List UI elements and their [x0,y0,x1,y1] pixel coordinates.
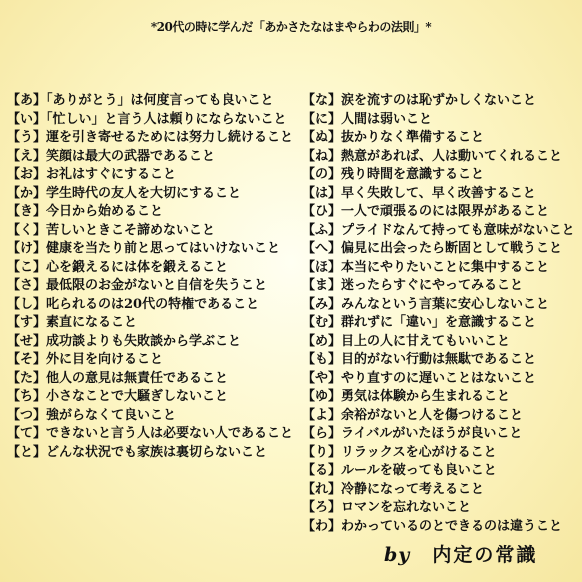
rule-item: 【め】目上の人に甘えてもいいこと [302,333,511,349]
signature [384,540,537,567]
rule-item: 【ひ】一人で頑張るのには限界があること [302,204,550,219]
rule-item: 【の】残り時間を意識すること [302,167,485,182]
rule-item: 【そ】外に目を向けること [7,352,164,367]
rule-item: 【や】やり直すのに遅いことはないこと [302,370,537,386]
rule-item: 【ゆ】勇気は体験から生まれること [302,389,511,404]
rule-item: 【あ】「ありがとう」は何度言っても良いこと [7,93,274,108]
rule-item: 【む】群れずに「違い」を意識すること [302,315,537,330]
signature-name: 内定の常識 [432,544,538,566]
rule-item: 【な】涙を流すのは恥ずかしくないこと [302,93,537,108]
rule-item: 【は】早く失敗して、早く改善すること [302,185,536,201]
rule-item: 【け】健康を当たり前と思ってはいけないこと [7,241,281,256]
rule-item: 【よ】余裕がないと人を傷つけること [302,407,524,423]
rule-item: 【す】素直になること [7,315,138,330]
rule-item: 【た】他人の意見は無責任であること [7,370,229,386]
rule-item: 【み】みんなという言葉に安心しないこと [302,296,550,312]
rule-item: 【さ】最低限のお金がないと自信を失うこと [7,278,268,293]
rule-item: 【せ】成功談よりも失敗談から学ぶこと [7,333,242,349]
rule-item: 【ち】小さなことで大騒ぎしないこと [7,389,229,404]
page-title: *20代の時に学んだ「あかさたなはまやらわの法則」* [150,20,432,34]
rule-item: 【え】笑顔は最大の武器であること [7,148,216,164]
rule-item: 【か】学生時代の友人を大切にすること [7,185,242,201]
rule-item: 【し】叱られるのは20代の特権であること [7,296,260,312]
rule-item: 【き】今日から始めること [7,204,164,219]
rules-list-right [302,92,578,536]
rule-item: 【る】ルールを破っても良いこと [302,463,497,478]
rule-item: 【ま】迷ったらすぐにやってみること [302,278,524,293]
rule-item: 【と】どんな状況でも家族は裏切らないこと [7,444,268,460]
rule-item: 【も】目的がない行動は無駄であること [302,352,537,367]
rule-item: 【お】お礼はすぐにすること [7,167,177,182]
signature-by: by [384,544,411,566]
rule-item: 【こ】心を鍛えるには体を鍛えること [7,259,229,275]
rules-list-left [7,92,295,462]
rule-item: 【れ】冷静になって考えること [302,481,485,497]
rule-item: 【ぬ】抜かりなく準備すること [302,130,485,145]
rule-item: 【ね】熱意があれば、人は動いてくれること [302,148,563,164]
rule-item: 【く】苦しいときこそ諦めないこと [7,222,216,238]
rule-item: 【て】できないと言う人は必要ない人であること [7,426,294,441]
rule-item: 【う】運を引き寄せるためには努力し続けること [7,130,294,145]
rule-item: 【ふ】プライドなんて持っても意味がないこと [302,222,575,238]
rule-item: 【に】人間は弱いこと [302,111,433,127]
rule-item: 【り】リラックスを心がけること [302,444,497,460]
rule-item: 【つ】強がらなくて良いこと [7,407,177,423]
rule-item: 【わ】わかっているのとできるのは違うこと [302,518,563,534]
rule-item: 【へ】偏見に出会ったら断固として戦うこと [302,241,563,256]
rule-item: 【い】「忙しい」と言う人は頼りにならないこと [7,111,287,127]
rule-item: 【ら】ライバルがいたほうが良いこと [302,426,523,441]
rule-item: 【ほ】本当にやりたいことに集中すること [302,259,550,275]
rule-item: 【ろ】ロマンを忘れないこと [302,500,472,515]
